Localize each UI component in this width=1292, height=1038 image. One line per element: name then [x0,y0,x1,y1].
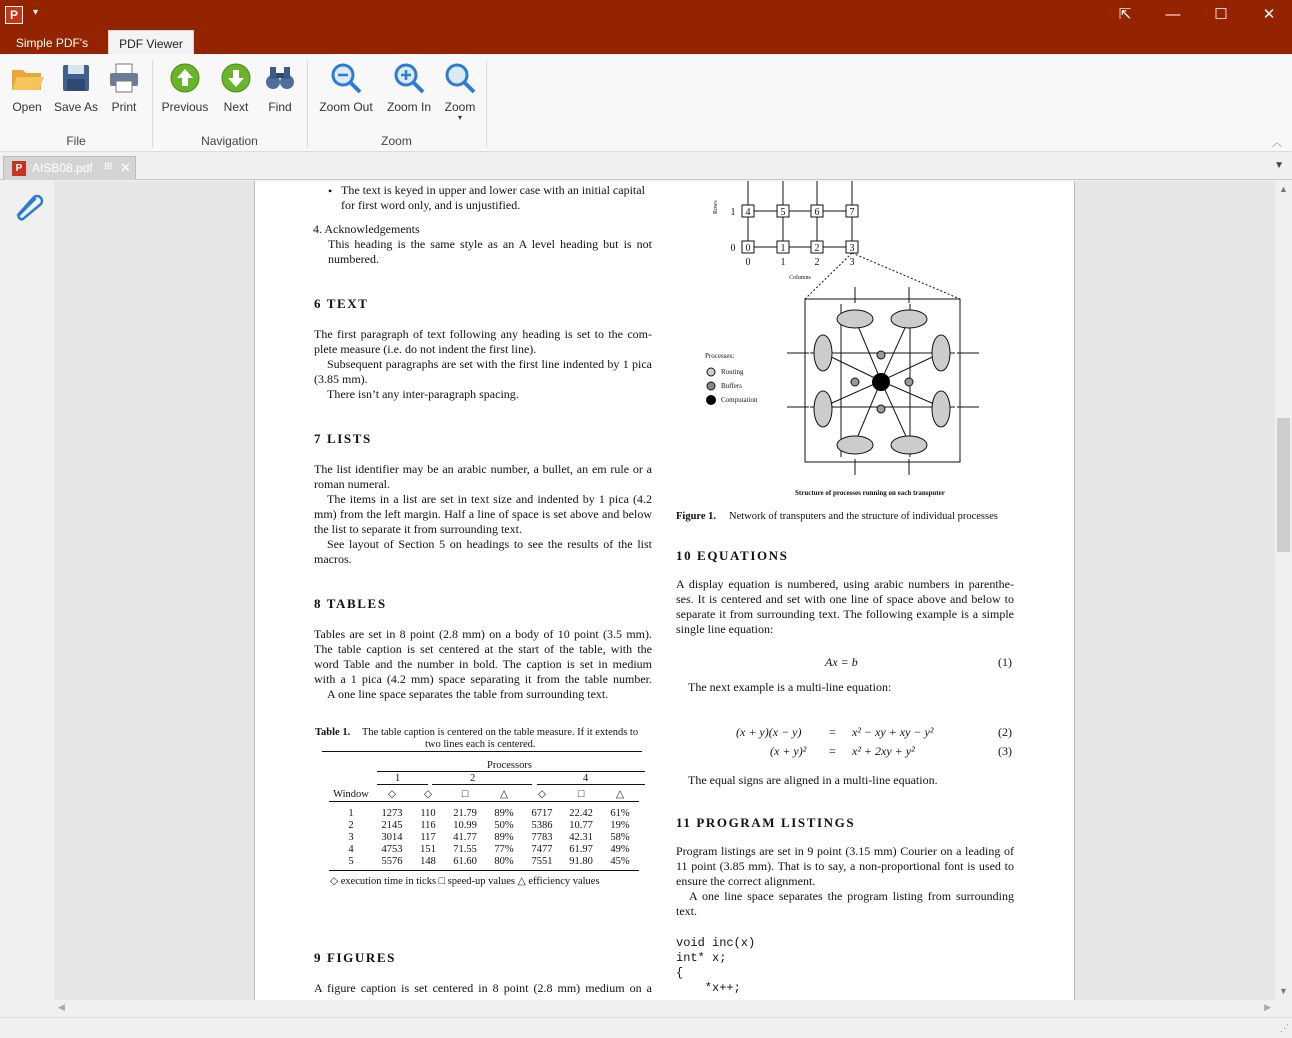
svg-text:Columns: Columns [789,275,811,281]
magnifier-icon [443,61,477,95]
document-viewer[interactable] [54,181,1275,1000]
svg-text:2: 2 [814,257,820,268]
attachment-icon[interactable] [10,189,44,223]
svg-text:5: 5 [780,207,786,218]
body-text: ses. It is centered and set with one line of space above and below to [676,592,1014,606]
document-tab-bar [0,153,1292,180]
equation: x² − xy + xy − y² [852,725,934,739]
equation-number: (3) [998,744,1012,758]
body-text: separate it from surrounding text. The following example is a simple [676,607,1014,621]
chevron-down-icon: ▾ [457,113,462,122]
body-text: the list to separate it from surrounding text. [314,522,522,536]
arrow-up-icon [168,61,202,95]
printer-icon [107,61,141,95]
restore-window-icon[interactable]: ⇱ [1118,6,1132,23]
table-legend: ◇ execution time in ticks □ speed-up values △ efficiency values [330,876,600,887]
vertical-scrollbar[interactable] [1275,181,1292,1000]
body-text: A one line space separates the program listing from surrounding [689,889,1014,903]
body-text: The items in a list are set in text size and indented by 1 pica (4.2 [327,492,652,506]
table-rule [377,784,428,785]
body-text: The first paragraph of text following any heading is set to the com- [314,327,652,341]
save-as-button[interactable]: Save As [54,58,98,118]
table-header: 4 [583,773,589,784]
equation: (x + y)(x − y) [736,725,802,739]
save-icon [59,61,93,95]
svg-text:Rows: Rows [713,200,719,214]
svg-text:0: 0 [745,257,751,268]
body-text: plete measure (i.e. do not indent the first line). [314,342,537,356]
tab-pdf-viewer[interactable]: PDF Viewer [108,30,194,54]
document-tab[interactable] [3,156,136,180]
table-header: 2 [470,773,476,784]
table-caption: two lines each is centered. [425,739,536,750]
body-text: mm) from the left margin. Half a line of space is set above and below [314,507,652,521]
body-text: 11 point (3.85 mm). That is to say, a non-proportional font is used to [676,859,1014,873]
table-rule [432,784,532,785]
table-row: 4 4753 151 71.55 77% 7477 61.97 49% [348,843,630,855]
bullet-mark: • [328,184,333,198]
table-row: 1 1273 110 21.79 89% 6717 22.42 61% [348,807,630,819]
table-rule [537,784,645,785]
minimize-button[interactable]: — [1165,6,1181,23]
body-text: numbered. [328,252,379,266]
code-line: int* x; [676,951,727,965]
table-rule [377,771,645,772]
tab-list-dropdown-icon[interactable]: ▼ [1274,160,1284,171]
svg-text:Computation: Computation [721,396,758,404]
svg-text:6: 6 [814,207,820,218]
body-text: ensure the correct alignment. [676,874,816,888]
body-text: single line equation: [676,622,774,636]
body-text: A one line space separates the table from surrounding text. [327,687,609,701]
body-text: text. [676,904,697,918]
body-text: The next example is a multi-line equation: [688,680,892,694]
svg-text:Structure of processes running: Structure of processes running on each transputer [795,489,945,497]
body-text: 4. Acknowledgements [313,222,420,236]
body-text: The equal signs are aligned in a multi-line equation. [688,773,938,787]
status-bar [0,1017,1292,1038]
find-button[interactable]: Find [262,58,298,118]
maximize-button[interactable]: ☐ [1214,6,1228,23]
horizontal-scrollbar[interactable] [54,1000,1275,1017]
print-button[interactable]: Print [104,58,144,118]
scrollbar-thumb[interactable] [1277,418,1290,552]
svg-text:Routing: Routing [721,368,744,376]
tab-simple-pdfs[interactable]: Simple PDF's [15,36,89,50]
body-text: A figure caption is set centered in 8 point (2.8 mm) medium on a [314,981,652,995]
side-panel [0,181,54,1000]
scroll-left-icon[interactable]: ◀ [58,1002,65,1012]
table-header: Processors [487,760,532,771]
ribbon [0,54,1292,152]
body-text: word Table and the number in bold. The caption is set in medium [314,657,652,671]
equation-sign: = [829,725,836,739]
body-text: There isn’t any inter-paragraph spacing. [327,387,519,401]
equation-sign: = [829,744,836,758]
body-text: The text is keyed in upper and lower case with an initial capital [341,183,645,197]
group-label-zoom: Zoom [381,134,412,148]
section-heading: 8 TABLES [314,596,387,611]
quick-access-dropdown-icon[interactable]: ▾ [33,7,39,18]
code-line: void inc(x) [676,936,756,950]
folder-open-icon [10,61,44,95]
body-text: The list identifier may be an arabic number, a bullet, an em rule or a [314,462,652,476]
table-caption: The table caption is centered on the table measure. If it extends to [362,727,639,738]
collapse-ribbon-icon[interactable]: ︿ [1272,138,1282,149]
svg-text:4: 4 [745,207,751,218]
table-caption-label: Table 1. [315,727,351,738]
figure-caption: Network of transputers and the structure of individual processes [729,511,998,522]
body-text: (3.85 mm). [314,372,368,386]
pdf-file-icon: P [12,161,26,176]
equation: Ax = b [825,655,858,669]
figure-caption-label: Figure 1. [676,511,717,522]
equation: (x + y)² [770,744,807,758]
body-text: This heading is the same style as an A level heading but is not [328,237,652,251]
body-text: for first word only, and is unjustified. [341,198,521,212]
network-figure [695,181,995,499]
equation: x² + 2xy + y² [852,744,915,758]
body-text: roman numeral. [314,477,390,491]
svg-text:3: 3 [849,257,855,268]
section-heading: 6 TEXT [314,296,369,311]
table-row: 5 5576 148 61.60 80% 7551 91.80 45% [348,855,630,867]
previous-button[interactable]: Previous [160,58,210,118]
body-text: A display equation is numbered, using arabic numbers in parenthe- [676,577,1014,591]
svg-text:1: 1 [780,243,786,254]
group-label-navigation: Navigation [201,134,258,148]
zoom-out-button[interactable]: Zoom Out [316,58,376,118]
equation-number: (2) [998,725,1012,739]
ribbon-tab-bar [0,30,1292,54]
scroll-down-icon[interactable]: ▼ [1279,986,1288,996]
group-divider [486,60,487,148]
data-table [329,789,639,871]
svg-text:2: 2 [814,243,820,254]
document-tab-name: AISB08.pdf [32,161,93,175]
table-header: 1 [395,773,401,784]
next-button[interactable]: Next [218,58,254,118]
equation-number: (1) [998,655,1012,669]
scroll-up-icon[interactable]: ▲ [1279,184,1288,194]
svg-text:Buffers: Buffers [721,382,742,390]
svg-text:0: 0 [745,243,751,254]
resize-grip-icon[interactable]: ⋰ [1280,1023,1289,1033]
body-text: with a 1 pica (4.2 mm) space separating it from the table number. [314,672,652,686]
svg-text:3: 3 [849,243,855,254]
zoom-out-icon [329,61,363,95]
arrow-down-icon [219,61,253,95]
close-button[interactable]: ✕ [1262,6,1276,23]
body-text: Program listings are set in 9 point (3.15 mm) Courier on a leading of [676,844,1014,858]
svg-text:Processes:: Processes: [705,352,735,360]
code-line: *x++; [676,981,741,995]
section-heading: 11 PROGRAM LISTINGS [676,815,856,830]
group-label-file: File [66,134,86,148]
table-row: 2 2145 116 10.99 50% 5386 10.77 19% [348,819,630,831]
body-text: Subsequent paragraphs are set with the first line indented by 1 pica [327,357,652,371]
section-heading: 9 FIGURES [314,950,396,965]
section-heading: 7 LISTS [314,431,372,446]
body-text: Tables are set in 8 point (2.8 mm) on a body of 10 point (3.5 mm). [314,627,652,641]
pin-icon[interactable]: ⊞ [104,161,113,172]
svg-text:1: 1 [730,207,736,218]
binoculars-icon [263,61,297,95]
table-row: 3 3014 117 41.77 89% 7783 42.31 58% [348,831,630,843]
body-text: macros. [314,552,352,566]
zoom-dropdown-button[interactable]: Zoom ▾ [440,58,480,118]
pdf-page [254,181,1075,1000]
zoom-in-button[interactable]: Zoom In [384,58,434,118]
table-rule [322,751,642,752]
table-header-row: Window ◇ ◇ □ △ ◇ □ △ [333,789,625,800]
body-text: See layout of Section 5 on headings to see the results of the list [327,537,652,551]
title-bar [0,0,1292,30]
app-icon[interactable]: P [5,6,23,24]
code-line: { [676,966,684,980]
open-button[interactable]: Open [6,58,48,118]
svg-text:0: 0 [730,243,736,254]
section-heading: 10 EQUATIONS [676,548,789,563]
scroll-right-icon[interactable]: ▶ [1264,1002,1271,1012]
body-text: The table caption is set centered at the start of the table, with the [314,642,652,656]
svg-text:1: 1 [780,257,786,268]
zoom-in-icon [392,61,426,95]
close-tab-icon[interactable]: ✕ [120,160,131,175]
svg-text:7: 7 [849,207,855,218]
